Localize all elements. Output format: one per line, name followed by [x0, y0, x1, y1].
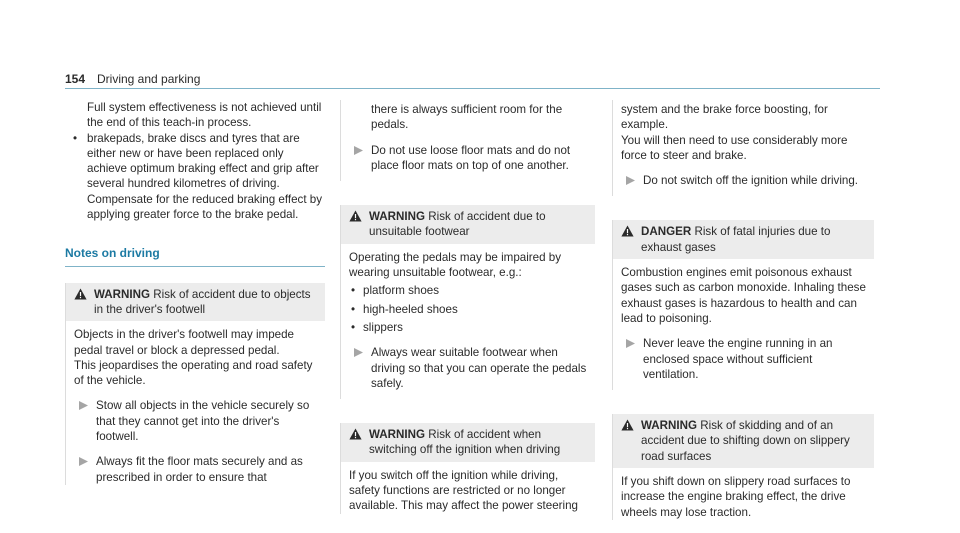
- warning-text: This jeopardises the operating and road safety of the vehicle.: [74, 358, 313, 388]
- page-number: 154: [65, 72, 86, 86]
- warning-text: If you shift down on slippery road surfaces to increase the engine braking effect, the drive wheels may lose traction.: [621, 475, 851, 519]
- danger-body: [613, 259, 874, 382]
- section-heading-notes-on-driving: Notes on driving: [65, 246, 325, 266]
- warning-triangle-icon: [621, 418, 636, 464]
- warning-body: [613, 100, 874, 188]
- warning-label: WARNING: [641, 419, 698, 433]
- list-item: • slippers: [349, 320, 589, 335]
- warning-body: [613, 468, 874, 520]
- column-2: [340, 100, 595, 514]
- step-text: Do not switch off the ignition while driving.: [643, 174, 859, 188]
- list-item: • platform shoes: [349, 283, 589, 298]
- footwear-list: [349, 283, 589, 335]
- warning-triangle-icon: [621, 224, 636, 255]
- warning-title: Risk of accident when switching off the ignition when driving: [369, 428, 561, 457]
- continuation-text: You will then need to use considerably more force to steer and brake.: [621, 133, 848, 162]
- danger-heading: [641, 224, 868, 255]
- warning-box-continuation: [612, 100, 874, 196]
- instruction-step: [349, 345, 589, 391]
- instruction-step: [349, 143, 589, 174]
- chapter-title: Driving and parking: [97, 72, 201, 86]
- column-1: [65, 100, 325, 485]
- warning-title: Risk of accident due to objects in the driver's footwell: [94, 287, 311, 316]
- bullet-brakepads: • brakepads, brake discs and tyres that are either new or have been replaced only achieve optimum braking effect and grip after several hundred kilometres of driving. Compensate for the reduced braking effect by applying greater force to the brake pedal.: [65, 131, 325, 223]
- arrow-right-icon: [79, 401, 88, 410]
- warning-body: [66, 321, 325, 485]
- instruction-step: [621, 173, 868, 188]
- warning-heading: [369, 427, 589, 458]
- warning-box-skidding: [612, 414, 874, 520]
- danger-label: DANGER: [641, 225, 692, 239]
- danger-text: Combustion engines emit poisonous exhaust gases such as carbon monoxide. Inhaling these exhaust gases is hazardous to health and can lead to poisoning.: [621, 266, 866, 325]
- warning-heading: [94, 287, 319, 318]
- warning-box-objects-footwell: [65, 283, 325, 485]
- warning-triangle-icon: [74, 287, 89, 318]
- warning-body: [341, 462, 595, 514]
- danger-header: [613, 220, 874, 259]
- instruction-step: [74, 454, 319, 485]
- arrow-right-icon: [626, 339, 635, 348]
- warning-title: Risk of skidding and of an accident due to shifting down on slippery road surfaces: [641, 419, 850, 463]
- arrow-right-icon: [354, 146, 363, 155]
- warning-header: [613, 414, 874, 468]
- warning-box-ignition: [340, 423, 595, 513]
- warning-triangle-icon: [349, 209, 364, 240]
- column-3: [612, 100, 874, 520]
- warning-header: [341, 423, 595, 462]
- step-text: Stow all objects in the vehicle securely so that they cannot get into the driver's footwell.: [96, 399, 310, 444]
- arrow-right-icon: [354, 348, 363, 357]
- warning-triangle-icon: [349, 427, 364, 458]
- warning-header: [341, 205, 595, 244]
- warning-box-continuation: [340, 100, 595, 181]
- warning-text: Operating the pedals may be impaired by wearing unsuitable footwear, e.g.:: [349, 250, 562, 280]
- warning-heading: [369, 209, 589, 240]
- warning-text: If you switch off the ignition while driving, safety functions are restricted or no longer available. This may affect the power steering: [349, 468, 578, 513]
- warning-box-footwear: [340, 205, 595, 399]
- instruction-step: [621, 336, 868, 382]
- warning-label: WARNING: [369, 210, 426, 224]
- danger-title: Risk of fatal injuries due to exhaust gases: [641, 225, 831, 254]
- warning-label: WARNING: [94, 287, 151, 301]
- step-text: Always wear suitable footwear when driving so that you can operate the pedals safely.: [371, 346, 587, 390]
- list-item: • high-heeled shoes: [349, 302, 589, 317]
- step-text: Do not use loose floor mats and do not place floor mats on top of one another.: [371, 143, 571, 172]
- instruction-step: [74, 398, 319, 444]
- arrow-right-icon: [79, 457, 88, 466]
- step-text: Never leave the engine running in an enclosed space without sufficient ventilation.: [643, 337, 833, 381]
- step-text: Always fit the floor mats securely and as prescribed in order to ensure that: [96, 455, 303, 484]
- intro-continuation: Full system effectiveness is not achieved until the end of this teach-in process.: [87, 101, 322, 130]
- page-header: [65, 70, 880, 89]
- continuation-text: system and the brake force boosting, for example.: [621, 103, 828, 132]
- warning-title: Risk of accident due to unsuitable footwear: [369, 210, 546, 239]
- warning-text: Objects in the driver's footwell may impede pedal travel or block a depressed pedal.: [74, 328, 295, 357]
- danger-box-exhaust: [612, 220, 874, 390]
- warning-body: [341, 244, 595, 391]
- warning-heading: [641, 418, 868, 464]
- warning-body: [341, 100, 595, 173]
- warning-label: WARNING: [369, 428, 426, 442]
- arrow-right-icon: [626, 176, 635, 185]
- warning-header: [66, 283, 325, 322]
- continuation-text: there is always sufficient room for the pedals.: [371, 103, 563, 132]
